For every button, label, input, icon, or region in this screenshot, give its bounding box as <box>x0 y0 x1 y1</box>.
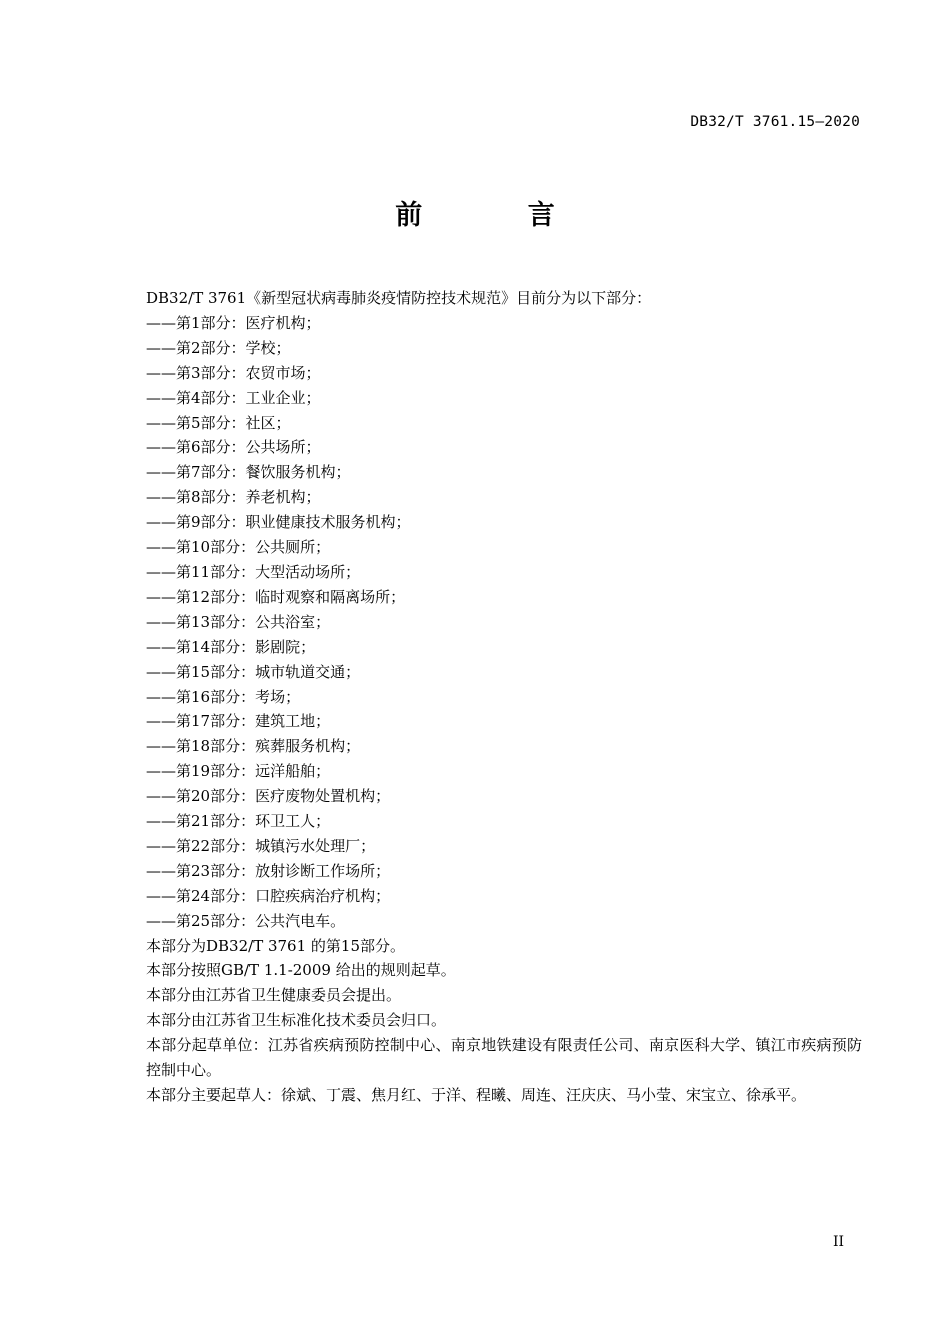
part-list-item: ——第11部分：大型活动场所； <box>146 562 361 581</box>
managed-by-statement: 本部分由江苏省卫生标准化技术委员会归口。 <box>146 1011 447 1030</box>
part-of-statement: 本部分为DB32/T 3761 的第15部分。 <box>146 936 405 955</box>
drafting-units-statement: 本部分起草单位：江苏省疾病预防控制中心、南京地铁建设有限责任公司、南京医科大学、镇江市疾病预防控制中心。 <box>146 1036 862 1080</box>
part-list-item: ——第10部分：公共厕所； <box>146 538 331 557</box>
part-list-item: ——第16部分：考场； <box>146 687 301 706</box>
part-list-item: ——第15部分：城市轨道交通； <box>146 662 361 681</box>
page-number: II <box>832 1234 844 1250</box>
part-list-item: ——第4部分：工业企业； <box>146 388 321 407</box>
part-list-item: ——第3部分：农贸市场； <box>146 363 321 382</box>
page-title: 前 言 <box>395 200 603 231</box>
part-list-item: ——第17部分：建筑工地； <box>146 712 331 731</box>
part-list-item: ——第9部分：职业健康技术服务机构； <box>146 513 411 532</box>
part-list-item: ——第19部分：远洋船舶； <box>146 762 331 781</box>
part-list-item: ——第25部分：公共汽电车。 <box>146 911 346 930</box>
part-list-item: ——第20部分：医疗废物处置机构； <box>146 787 391 806</box>
part-list-item: ——第1部分：医疗机构； <box>146 313 321 332</box>
part-list-item: ——第12部分：临时观察和隔离场所； <box>146 587 406 606</box>
part-list-item: ——第8部分：养老机构； <box>146 488 321 507</box>
part-list-item: ——第22部分：城镇污水处理厂； <box>146 836 376 855</box>
part-list-item: ——第5部分：社区； <box>146 413 291 432</box>
part-list-item: ——第7部分：餐饮服务机构； <box>146 463 351 482</box>
drafting-rule-statement: 本部分按照GB/T 1.1-2009 给出的规则起草。 <box>146 961 456 980</box>
part-list-item: ——第6部分：公共场所； <box>146 438 321 457</box>
part-list-item: ——第14部分：影剧院； <box>146 637 316 656</box>
part-list-item: ——第23部分：放射诊断工作场所； <box>146 861 391 880</box>
part-list-item: ——第21部分：环卫工人； <box>146 812 331 831</box>
part-list-item: ——第18部分：殡葬服务机构； <box>146 737 361 756</box>
drafters-statement: 本部分主要起草人：徐斌、丁震、焦月红、于洋、程曦、周连、汪庆庆、马小莹、宋宝立、徐承平。 <box>146 1086 807 1104</box>
intro-paragraph: DB32/T 3761《新型冠状病毒肺炎疫情防控技术规范》目前分为以下部分： <box>146 289 652 307</box>
proposed-by-statement: 本部分由江苏省卫生健康委员会提出。 <box>146 986 402 1005</box>
foreword-body <box>117 286 862 1108</box>
part-list-item: ——第24部分：口腔疾病治疗机构； <box>146 886 391 905</box>
part-list-item: ——第13部分：公共浴室； <box>146 612 331 631</box>
standard-code: DB32/T 3761.15—2020 <box>690 114 860 130</box>
parts-list <box>117 311 862 934</box>
part-list-item: ——第2部分：学校； <box>146 338 291 357</box>
